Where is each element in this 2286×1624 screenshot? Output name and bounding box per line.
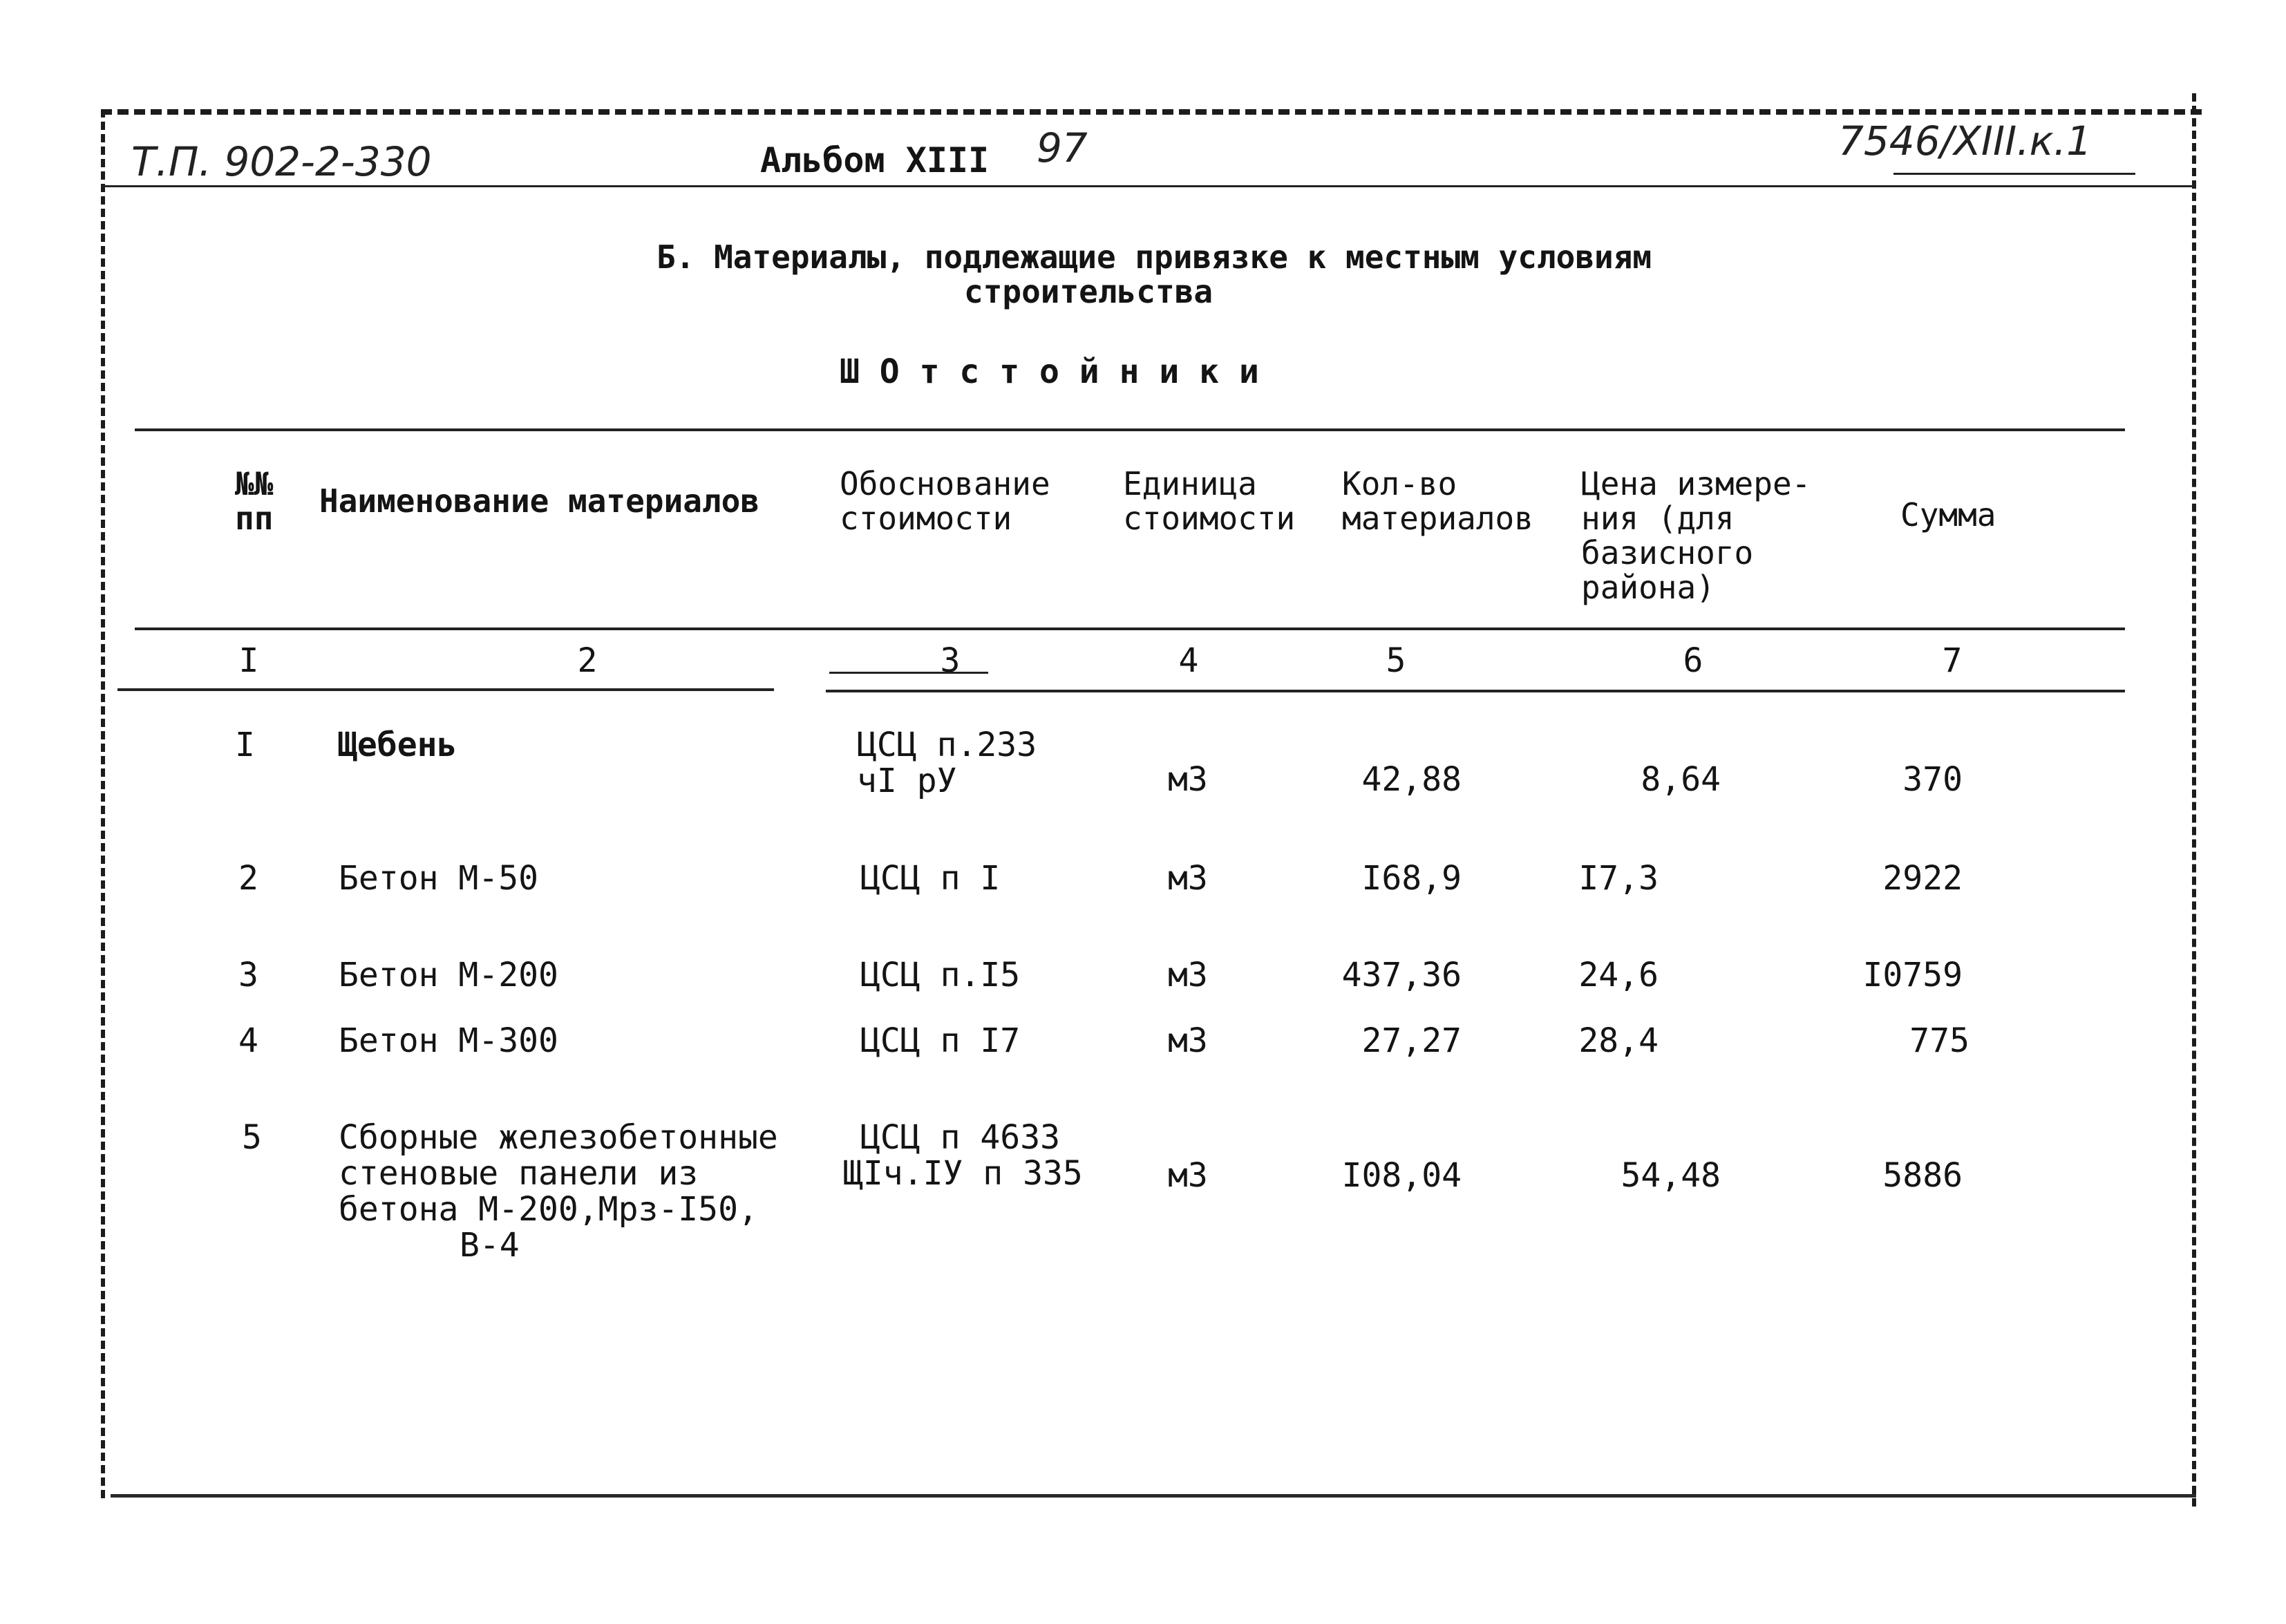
column-number: 6 [1683,641,1703,680]
unit: м3 [1168,956,1208,994]
page-number: 97 [1037,124,1088,171]
column-number-rule-left [117,688,774,691]
header-price: Цена измере- ния (для базисного района) [1581,465,1811,606]
material-name: Бетон М-200 [339,956,558,994]
stamp-underline [101,185,2195,187]
quantity: 437,36 [1341,956,1462,994]
header-sum: Сумма [1900,496,1996,534]
material-name: Бетон М-50 [339,859,538,898]
frame-bottom-border [111,1494,2196,1498]
header-basis: Обоснование стоимости [840,465,1050,537]
cost-basis: ЦСЦ п.I5 [860,956,1021,994]
document-code: Т.П. 902-2-330 [131,138,432,185]
sum: 5886 [1882,1156,1963,1195]
header-unit: Единица стоимости [1123,465,1296,537]
table-top-rule [135,428,2125,431]
column-number: 5 [1386,641,1406,680]
unit-price: 54,48 [1621,1156,1721,1195]
frame-left-border [101,109,105,1498]
header-quantity: Кол-во материалов [1342,465,1533,537]
sum: 370 [1902,760,1963,799]
column-number: 2 [577,641,598,680]
material-name: Сборные железобетонные стеновые панели из бетона М-200,Мрз-I50, В-4 [339,1118,778,1265]
column-number: 7 [1942,641,1963,680]
material-name: Щебень [337,726,457,764]
unit-price: 28,4 [1578,1021,1659,1060]
unit: м3 [1168,760,1208,799]
unit-price: 24,6 [1578,956,1659,994]
heading-line-1: Б. Материалы, подлежащие привязке к местным условиям [656,238,1652,276]
unit: м3 [1168,1021,1208,1060]
column-number: 4 [1178,641,1199,680]
column-number-rule-right [826,690,2125,692]
section-title: Ш О т с т о й н и к и [840,352,1259,391]
unit: м3 [1168,859,1208,898]
quantity: 42,88 [1361,760,1462,799]
quantity: 27,27 [1361,1021,1462,1060]
archive-underline [1893,173,2135,175]
cost-basis: ЦСЦ п I [860,859,1001,898]
album-label: Альбом XIII [760,140,990,180]
unit-price: I7,3 [1578,859,1659,898]
column-number: 3 [940,641,961,680]
frame-top-border [101,109,2202,115]
header-bottom-rule [135,627,2125,630]
cost-basis: ЦСЦ п.233 чI рУ [857,726,1037,800]
sum: 775 [1909,1021,1969,1060]
heading-line-2: строительства [964,273,1213,310]
cost-basis: ЦСЦ п 4633 ЩIч.IУ п 335 [843,1118,1083,1193]
frame-right-border [2192,93,2196,1507]
row-number: 5 [242,1118,262,1157]
header-number: №№ пп [235,465,274,537]
sum: I0759 [1862,956,1963,994]
row-number: I [235,726,255,764]
sum: 2922 [1882,859,1963,898]
quantity: I68,9 [1361,859,1462,898]
row-number: 3 [238,956,258,994]
material-name: Бетон М-300 [339,1021,558,1060]
quantity: I08,04 [1341,1156,1462,1195]
unit: м3 [1168,1156,1208,1195]
cost-basis: ЦСЦ п I7 [860,1021,1021,1060]
row-number: 4 [238,1021,258,1060]
column-number: I [238,641,259,680]
row-number: 2 [238,859,258,898]
header-name: Наименование материалов [319,482,759,520]
unit-price: 8,64 [1641,760,1721,799]
archive-number: 7546/XIII.к.1 [1838,117,2093,164]
